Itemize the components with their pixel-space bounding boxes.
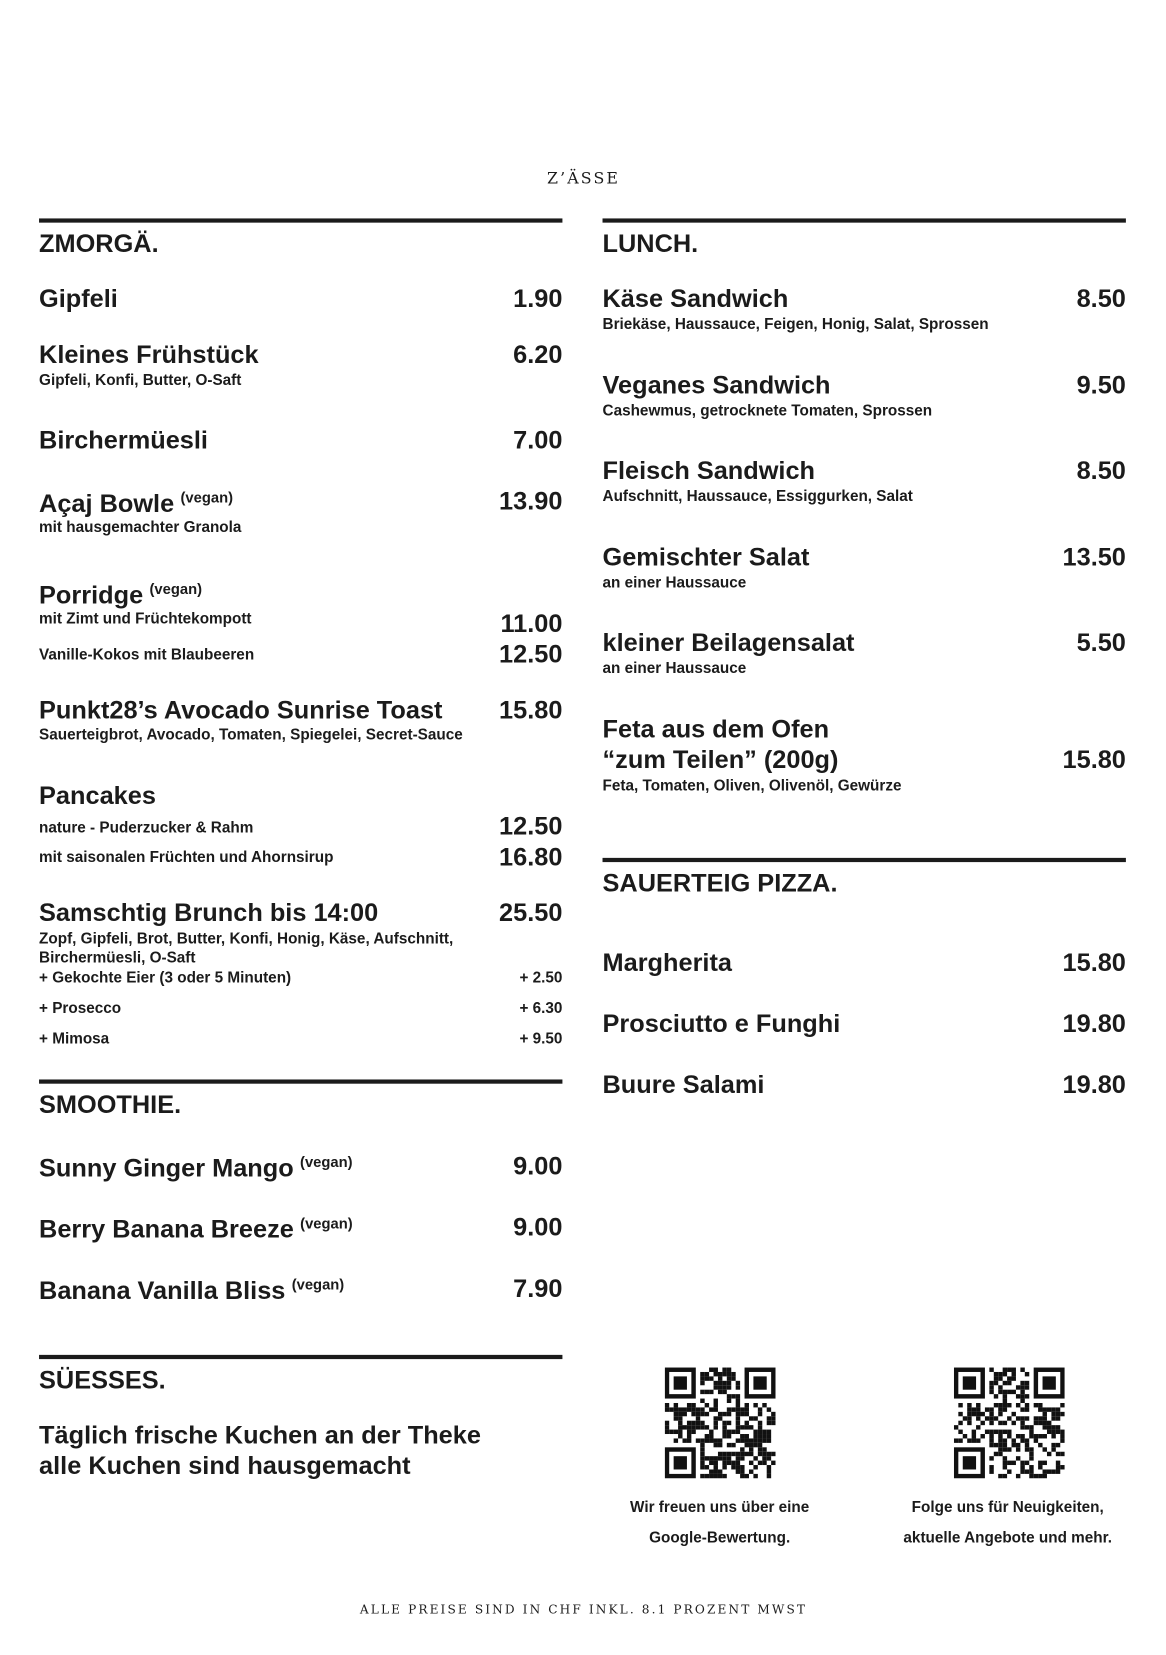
item-name-text: Fleisch Sandwich: [602, 456, 816, 486]
item-name: [39, 428, 208, 453]
item-price: [513, 340, 563, 370]
qr-code-social[interactable]: [954, 1368, 1065, 1479]
item-name: [39, 898, 379, 928]
item-price-text: 1.90: [513, 284, 563, 314]
item-price-text: 9.00: [513, 1152, 563, 1181]
item-price-text: 15.80: [1062, 745, 1126, 775]
item-name: [602, 284, 789, 314]
item-name: [39, 581, 202, 608]
item-description-text: Sauerteigbrot, Avocado, Tomaten, Spiegelei, Secret-Sauce: [39, 727, 463, 744]
item-name-text: “zum Teilen” (200g): [602, 745, 839, 775]
item-description: [39, 728, 463, 743]
item-price-text: 6.20: [513, 340, 563, 370]
vegan-tag: (vegan): [300, 1214, 353, 1232]
item-name-text: Pancakes: [39, 781, 156, 811]
item-name: [602, 948, 732, 977]
item-name-text: Banana Vanilla Bliss: [39, 1276, 286, 1306]
item-name: [39, 284, 118, 314]
section-title: [603, 871, 838, 896]
extra-price: [519, 1032, 562, 1047]
option-price-text: 12.50: [499, 812, 563, 841]
divider: [603, 218, 1126, 222]
item-name-text: Käse Sandwich: [602, 284, 789, 314]
qr-caption-text: Wir freuen uns über eine: [630, 1499, 810, 1517]
option-price-text: 12.50: [499, 640, 563, 669]
item-name-text: Porridge: [39, 581, 144, 610]
item-name-text: Prosciutto e Funghi: [602, 1009, 841, 1039]
item-price: [513, 1274, 563, 1303]
option-label-text: Vanille-Kokos mit Blaubeeren: [39, 646, 255, 664]
item-price-text: 9.00: [513, 1213, 563, 1242]
qr-caption-text: Folge uns für Neuigkeiten,: [911, 1499, 1104, 1517]
item-price: [513, 1154, 562, 1179]
option-price: [499, 642, 562, 667]
item-description: [39, 374, 241, 389]
item-name: [39, 781, 156, 811]
extra-label-text: + Prosecco: [39, 1000, 122, 1018]
item-price: [1076, 284, 1126, 314]
qr-caption: [630, 1501, 809, 1516]
item-price: [499, 698, 562, 723]
item-price: [499, 898, 563, 928]
item-price: [1062, 948, 1126, 977]
item-description: [39, 520, 241, 535]
item-description-text: Zopf, Gipfeli, Brot, Butter, Konfi, Honig, Käse, Aufschnitt,: [39, 930, 454, 948]
item-name: [603, 717, 830, 742]
item-price-text: 19.80: [1062, 1009, 1126, 1039]
item-name-text: Veganes Sandwich: [602, 371, 831, 400]
qr-caption: [903, 1531, 1112, 1546]
option-price: [499, 842, 563, 872]
extra-label: [39, 1001, 121, 1016]
item-name: [39, 1154, 353, 1181]
item-name-text: Gemischter Salat: [602, 543, 810, 572]
item-price-text: 25.50: [499, 898, 563, 928]
item-description-text: Birchermüesli, O-Saft: [39, 949, 196, 967]
item-description: [603, 318, 989, 333]
divider: [603, 858, 1126, 862]
item-price: [1062, 1070, 1126, 1100]
item-price-text: 8.50: [1076, 456, 1126, 486]
item-price: [1077, 373, 1126, 398]
option-price: [500, 609, 563, 639]
item-description-text: mit hausgemachter Granola: [39, 519, 242, 537]
qr-caption-text: aktuelle Angebote und mehr.: [903, 1530, 1113, 1547]
item-price: [1062, 1009, 1126, 1039]
item-description-text: an einer Haussauce: [602, 575, 747, 592]
vegan-tag: (vegan): [149, 580, 203, 598]
option-label-text: mit Zimt und Früchtekompott: [39, 610, 252, 628]
item-name-text: Kleines Frühstück: [39, 340, 259, 370]
item-price: [1076, 628, 1126, 658]
item-price: [1062, 745, 1126, 775]
item-price-text: 7.90: [513, 1274, 563, 1303]
item-price-text: 15.80: [499, 696, 563, 725]
item-price-text: 13.50: [1062, 543, 1126, 572]
item-description-text: Feta, Tomaten, Oliven, Olivenöl, Gewürze: [602, 777, 902, 795]
option-label-text: mit saisonalen Früchten und Ahornsirup: [39, 849, 334, 867]
item-description-text: Aufschnitt, Haussauce, Essiggurken, Salat: [602, 488, 913, 506]
footer-note-text: ALLE PREISE SIND IN CHF INKL. 8.1 PROZENT MWST: [359, 1601, 808, 1617]
extra-label: [39, 971, 291, 986]
qr-caption-text: Google-Bewertung.: [649, 1530, 791, 1547]
item-name-text: Açaj Bowle: [39, 489, 175, 518]
divider: [39, 1079, 562, 1083]
item-price-text: 9.50: [1076, 371, 1126, 400]
item-name-text: kleiner Beilagensalat: [602, 628, 855, 658]
item-price: [1076, 456, 1126, 486]
item-description-text: Cashewmus, getrocknete Tomaten, Sprossen: [602, 403, 933, 420]
item-name: [602, 1070, 765, 1100]
extra-label-text: + Gekochte Eier (3 oder 5 Minuten): [39, 969, 292, 987]
item-name-text: Samschtig Brunch bis 14:00: [39, 898, 379, 928]
item-name-text: Margherita: [602, 948, 732, 977]
section-title-text: SMOOTHIE.: [39, 1090, 182, 1120]
extra-price-text: + 9.50: [519, 1030, 563, 1048]
qr-caption: [649, 1531, 790, 1546]
item-name: [602, 745, 839, 775]
suesses-text: [39, 1451, 411, 1481]
item-price-text: 8.50: [1076, 284, 1126, 314]
item-name: [603, 545, 810, 570]
qr-caption: [912, 1501, 1104, 1516]
item-price: [499, 489, 562, 514]
option-label: [39, 821, 253, 836]
item-price: [513, 284, 563, 314]
section-title: [602, 229, 699, 259]
item-name-text: Berry Banana Breeze: [39, 1215, 294, 1244]
extra-price-text: + 2.50: [519, 969, 563, 987]
section-title-text: SAUERTEIG PIZZA.: [602, 869, 838, 898]
option-label: [39, 612, 251, 627]
item-name-text: Buure Salami: [602, 1070, 765, 1100]
item-name-text: Punkt28’s Avocado Sunrise Toast: [39, 696, 443, 725]
item-name: [39, 698, 442, 723]
option-label: [39, 851, 333, 866]
section-title: [39, 1368, 166, 1393]
item-name: [602, 628, 855, 658]
item-price-text: 15.80: [1062, 948, 1126, 977]
item-name: [602, 456, 816, 486]
item-description: [603, 490, 913, 505]
item-name: [39, 489, 233, 516]
item-description-text: Gipfeli, Konfi, Butter, O-Saft: [39, 372, 242, 390]
item-price-text: 5.50: [1076, 628, 1126, 658]
item-price-text: 19.80: [1062, 1070, 1126, 1100]
item-name: [39, 1215, 353, 1242]
extra-label-text: + Mimosa: [39, 1030, 110, 1048]
option-price-text: 16.80: [499, 842, 563, 872]
section-title-text: LUNCH.: [602, 229, 699, 259]
item-description-text: an einer Haussauce: [602, 660, 747, 678]
item-name: [39, 1277, 344, 1304]
item-description: [603, 576, 747, 591]
suesses-text: [39, 1423, 481, 1448]
item-description: [39, 951, 195, 966]
item-price-text: 7.00: [513, 426, 563, 455]
item-price: [1063, 545, 1126, 570]
item-description: [39, 932, 453, 947]
item-price: [513, 428, 562, 453]
item-description: [603, 404, 933, 419]
section-title: [39, 229, 159, 259]
section-title: [39, 1090, 182, 1120]
item-name-text: Birchermüesli: [39, 426, 208, 455]
item-price-text: 13.90: [499, 487, 563, 516]
item-description: [603, 662, 747, 677]
suesses-text-text: Täglich frische Kuchen an der Theke: [39, 1421, 481, 1450]
divider: [39, 218, 562, 222]
option-price: [499, 814, 562, 839]
option-label-text: nature - Puderzucker & Rahm: [39, 819, 254, 837]
vegan-tag: (vegan): [180, 488, 234, 506]
footer-note: [359, 1601, 808, 1617]
qr-code-google-review[interactable]: [665, 1368, 776, 1479]
vegan-tag: (vegan): [291, 1275, 345, 1293]
option-label: [39, 648, 254, 663]
divider: [39, 1355, 562, 1359]
option-price-text: 11.00: [500, 609, 563, 639]
item-name-text: Sunny Ginger Mango: [39, 1154, 294, 1183]
menu-header: [546, 168, 621, 188]
item-name: [603, 373, 831, 398]
section-title-text: ZMORGÄ.: [39, 229, 159, 259]
suesses-text-text: alle Kuchen sind hausgemacht: [39, 1451, 411, 1481]
extra-price-text: + 6.30: [519, 1000, 563, 1018]
extra-price: [519, 971, 562, 986]
item-description: [603, 779, 902, 794]
vegan-tag: (vegan): [300, 1153, 353, 1171]
item-price: [513, 1215, 562, 1240]
item-name: [602, 1009, 841, 1039]
section-title-text: SÜESSES.: [39, 1366, 166, 1395]
extra-price: [519, 1001, 562, 1016]
item-description-text: Briekäse, Haussauce, Feigen, Honig, Salat, Sprossen: [602, 316, 989, 334]
menu-header-text: Z’ÄSSE: [546, 168, 621, 188]
item-name: [39, 340, 259, 370]
item-name-text: Feta aus dem Ofen: [602, 715, 830, 744]
extra-label: [39, 1032, 109, 1047]
item-name-text: Gipfeli: [39, 284, 118, 314]
